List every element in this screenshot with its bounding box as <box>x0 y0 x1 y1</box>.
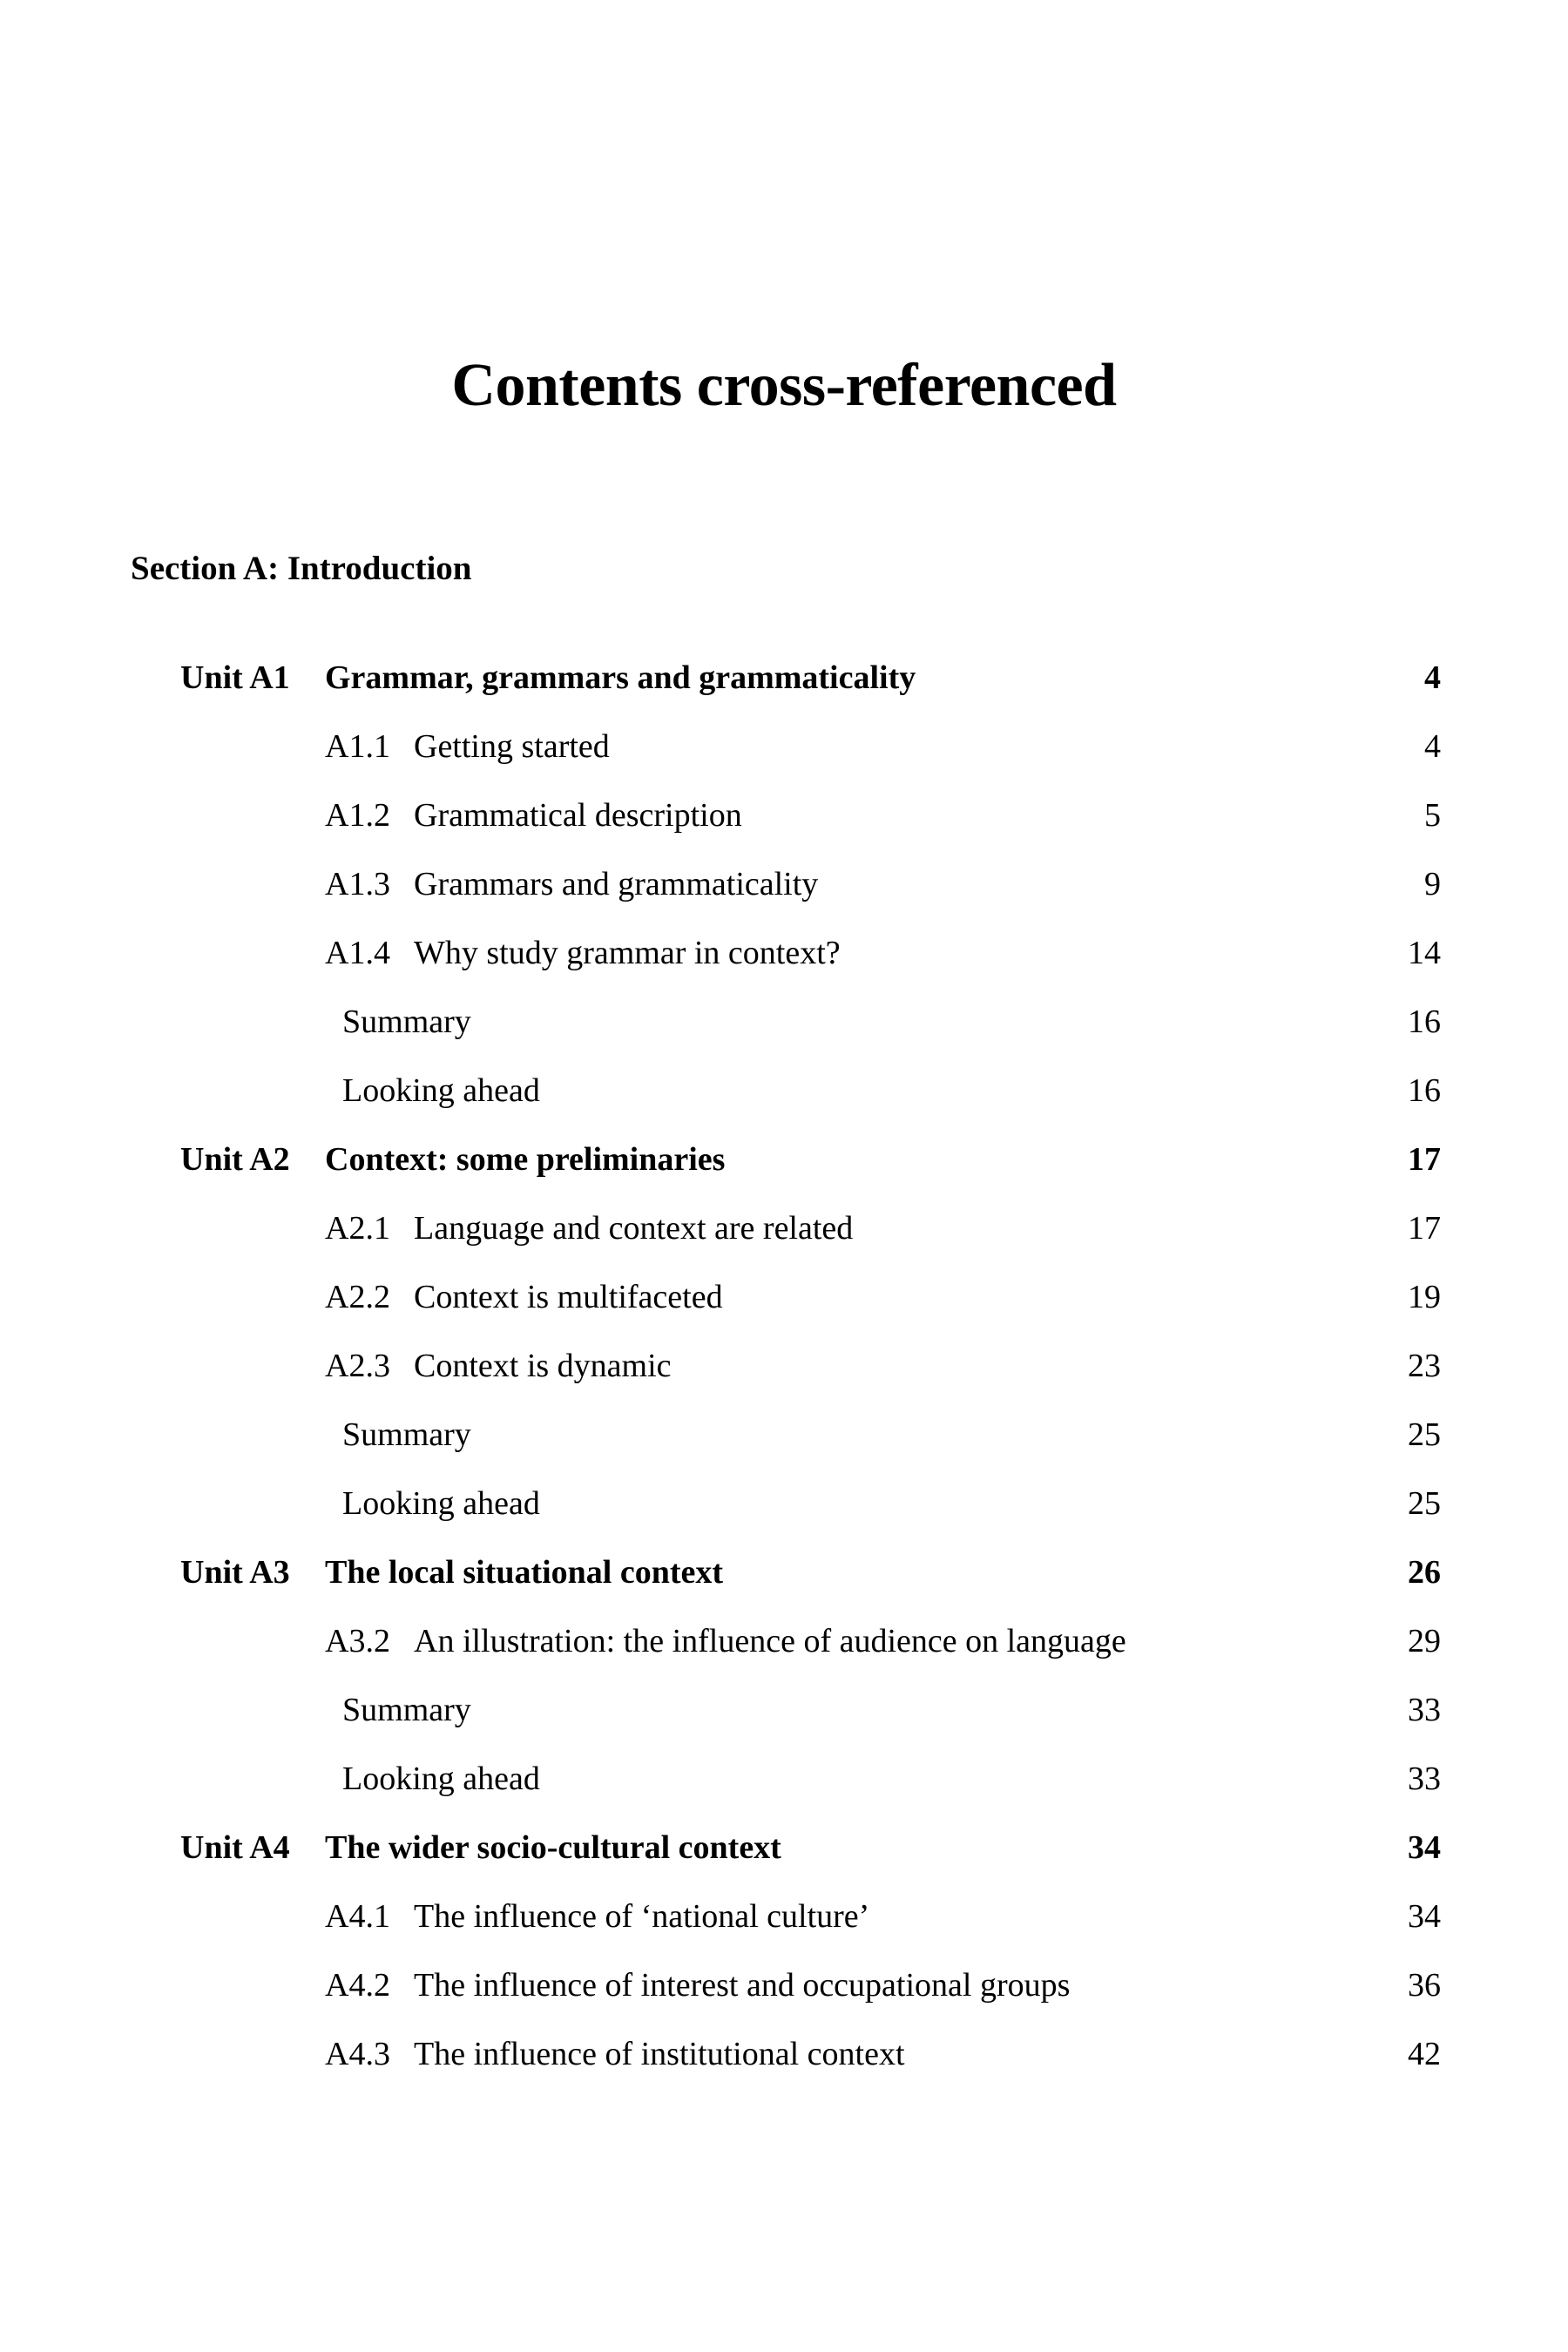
entry-title: Looking ahead <box>342 1485 540 1522</box>
entry-number: A2.1 <box>325 1210 390 1247</box>
entry-title: Context is multifaceted <box>414 1279 723 1315</box>
toc-entry <box>0 1757 1568 1826</box>
toc-entry <box>0 794 1568 862</box>
entry-page-number: 4 <box>1424 728 1441 765</box>
unit-page-number: 17 <box>1408 1141 1441 1178</box>
unit-title: The local situational context <box>325 1554 724 1591</box>
entry-title: Summary <box>342 1692 471 1728</box>
toc-entry <box>0 2032 1568 2101</box>
page-title: Contents cross-referenced <box>451 352 1117 419</box>
unit-page-number: 26 <box>1408 1554 1441 1591</box>
entry-page-number: 33 <box>1408 1692 1441 1728</box>
entry-page-number: 36 <box>1408 1967 1441 2004</box>
entry-title: Summary <box>342 1416 471 1453</box>
entry-title: An illustration: the influence of audience on language <box>414 1623 1126 1659</box>
unit-title: The wider socio-cultural context <box>325 1829 781 1866</box>
unit-row <box>0 1138 1568 1206</box>
entry-title: Why study grammar in context? <box>414 935 841 971</box>
unit-row <box>0 1551 1568 1619</box>
toc-entry <box>0 1413 1568 1482</box>
entry-page-number: 29 <box>1408 1623 1441 1659</box>
entry-page-number: 23 <box>1408 1348 1441 1384</box>
toc-entry <box>0 1688 1568 1757</box>
toc-entry <box>0 1069 1568 1138</box>
entry-page-number: 25 <box>1408 1485 1441 1522</box>
entry-title: Summary <box>342 1004 471 1040</box>
toc-entry <box>0 1000 1568 1069</box>
entry-page-number: 16 <box>1408 1072 1441 1109</box>
entry-title: Looking ahead <box>342 1072 540 1109</box>
entry-page-number: 25 <box>1408 1416 1441 1453</box>
entry-title: The influence of ‘national culture’ <box>414 1898 870 1935</box>
entry-title: Language and context are related <box>414 1210 854 1247</box>
unit-page-number: 4 <box>1424 659 1441 696</box>
entry-number: A4.1 <box>325 1898 390 1935</box>
entry-page-number: 17 <box>1408 1210 1441 1247</box>
unit-label: Unit A3 <box>180 1554 290 1591</box>
toc-entry <box>0 725 1568 794</box>
entry-number: A4.2 <box>325 1967 390 2004</box>
entry-page-number: 9 <box>1424 866 1441 902</box>
entry-page-number: 5 <box>1424 797 1441 834</box>
unit-title: Context: some preliminaries <box>325 1141 726 1178</box>
unit-label: Unit A1 <box>180 659 290 696</box>
unit-label: Unit A4 <box>180 1829 290 1866</box>
toc-entry <box>0 1344 1568 1413</box>
unit-page-number: 34 <box>1408 1829 1441 1866</box>
toc-entry <box>0 1895 1568 1963</box>
entry-page-number: 19 <box>1408 1279 1441 1315</box>
entry-number: A3.2 <box>325 1623 390 1659</box>
entry-page-number: 34 <box>1408 1898 1441 1935</box>
unit-title: Grammar, grammars and grammaticality <box>325 659 916 696</box>
toc-entry <box>0 1619 1568 1688</box>
entry-title: The influence of interest and occupational groups <box>414 1967 1071 2004</box>
entry-page-number: 33 <box>1408 1761 1441 1797</box>
toc-entry <box>0 1482 1568 1551</box>
entry-number: A2.3 <box>325 1348 390 1384</box>
entry-number: A1.3 <box>325 866 390 902</box>
entry-page-number: 14 <box>1408 935 1441 971</box>
unit-row <box>0 1826 1568 1895</box>
section-heading: Section A: Introduction <box>131 550 472 587</box>
entry-title: Context is dynamic <box>414 1348 672 1384</box>
toc-entry <box>0 1963 1568 2032</box>
toc-entry <box>0 931 1568 1000</box>
unit-label: Unit A2 <box>180 1141 290 1178</box>
entry-title: The influence of institutional context <box>414 2036 905 2072</box>
entry-number: A1.4 <box>325 935 390 971</box>
toc-entry <box>0 1275 1568 1344</box>
entry-number: A2.2 <box>325 1279 390 1315</box>
toc-entry <box>0 1206 1568 1275</box>
entry-title: Grammatical description <box>414 797 742 834</box>
entry-page-number: 42 <box>1408 2036 1441 2072</box>
entry-number: A4.3 <box>325 2036 390 2072</box>
entry-title: Looking ahead <box>342 1761 540 1797</box>
toc-entry <box>0 862 1568 931</box>
unit-row <box>0 656 1568 725</box>
entry-page-number: 16 <box>1408 1004 1441 1040</box>
entry-title: Getting started <box>414 728 610 765</box>
entry-title: Grammars and grammaticality <box>414 866 819 902</box>
entry-number: A1.2 <box>325 797 390 834</box>
entry-number: A1.1 <box>325 728 390 765</box>
